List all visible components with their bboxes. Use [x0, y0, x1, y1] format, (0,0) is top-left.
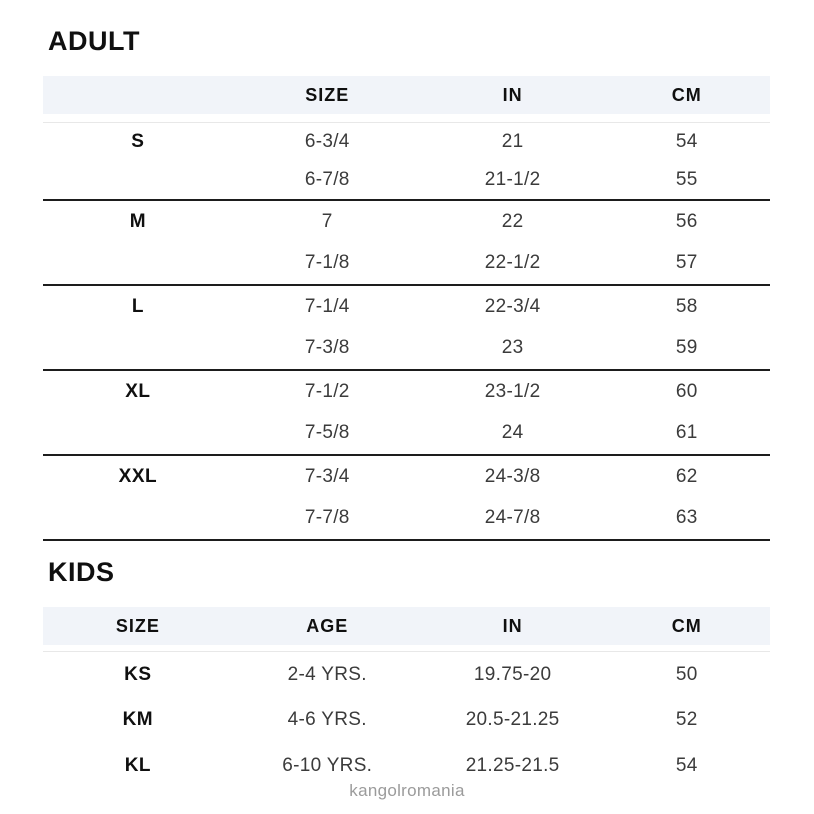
age-cell: 6-10 YRS. [282, 754, 373, 776]
inches-cell: 20.5-21.25 [465, 709, 560, 731]
header-gap [43, 114, 770, 122]
inches-cell: 22 [501, 210, 524, 232]
hat-size-cell: 7 [321, 210, 333, 232]
watermark-text: kangolromania [349, 781, 465, 800]
table-row [43, 456, 770, 498]
kids-header-size: SIZE [115, 615, 160, 636]
cm-cell: 56 [675, 210, 698, 232]
kids-size-letter: KM [122, 709, 154, 731]
inches-cell: 21.25-21.5 [465, 754, 560, 776]
age-cell: 2-4 YRS. [287, 663, 367, 685]
adult-size-group-s [43, 123, 770, 201]
hat-size-cell: 7-1/4 [304, 295, 350, 317]
size-letter: L [131, 295, 144, 317]
inches-cell: 24-3/8 [484, 465, 541, 487]
kids-section-title: KIDS [48, 557, 115, 587]
kids-size-letter: KS [124, 663, 152, 685]
age-cell: 4-6 YRS. [287, 709, 367, 731]
hat-size-cell: 7-5/8 [304, 422, 350, 444]
inches-cell: 23 [501, 337, 524, 359]
inches-cell: 23-1/2 [484, 380, 541, 402]
kids-size-table [43, 607, 770, 789]
table-row [43, 243, 770, 285]
adult-size-group-xl [43, 371, 770, 456]
inches-cell: 22-3/4 [484, 295, 541, 317]
adult-size-group-m [43, 201, 770, 286]
cm-cell: 57 [675, 252, 698, 274]
cm-cell: 54 [675, 131, 698, 152]
kids-header-age: AGE [306, 615, 349, 636]
table-row [43, 201, 770, 243]
table-row [43, 286, 770, 328]
adult-size-group-l [43, 286, 770, 371]
cm-cell: 52 [675, 709, 698, 731]
inches-cell: 22-1/2 [484, 252, 541, 274]
hat-size-cell: 7-3/8 [304, 337, 350, 359]
size-letter: XXL [118, 465, 158, 487]
size-letter: M [129, 210, 147, 232]
kids-table-header-row [43, 607, 770, 645]
hat-size-cell: 7-3/4 [304, 465, 350, 487]
inches-cell: 19.75-20 [473, 663, 552, 685]
adult-table-header-row [43, 76, 770, 114]
inches-cell: 21-1/2 [484, 169, 541, 190]
cm-cell: 60 [675, 380, 698, 402]
adult-header-cm: CM [671, 84, 702, 105]
table-row [43, 371, 770, 413]
table-row [43, 328, 770, 370]
table-row [43, 652, 770, 698]
hat-size-cell: 6-3/4 [304, 131, 350, 152]
table-row [43, 498, 770, 540]
hat-size-cell: 7-7/8 [304, 507, 350, 529]
inches-cell: 21 [501, 131, 524, 152]
table-row [43, 123, 770, 161]
cm-cell: 55 [675, 169, 698, 190]
adult-header-in: IN [502, 84, 523, 105]
cm-cell: 61 [675, 422, 698, 444]
cm-cell: 58 [675, 295, 698, 317]
kids-size-letter: KL [124, 754, 152, 776]
inches-cell: 24 [501, 422, 524, 444]
table-row [43, 413, 770, 455]
adult-size-table [43, 76, 770, 541]
hat-size-cell: 7-1/2 [304, 380, 350, 402]
hat-size-cell: 7-1/8 [304, 252, 350, 274]
kids-header-in: IN [502, 615, 523, 636]
table-row [43, 698, 770, 744]
adult-header-size: SIZE [305, 84, 350, 105]
cm-cell: 50 [675, 663, 698, 685]
size-letter: S [131, 131, 145, 152]
adult-section-title: ADULT [48, 26, 140, 56]
inches-cell: 24-7/8 [484, 507, 541, 529]
cm-cell: 59 [675, 337, 698, 359]
hat-size-cell: 6-7/8 [304, 169, 350, 190]
cm-cell: 54 [675, 754, 698, 776]
cm-cell: 63 [675, 507, 698, 529]
kids-header-cm: CM [671, 615, 702, 636]
adult-size-group-xxl [43, 456, 770, 541]
cm-cell: 62 [675, 465, 698, 487]
size-letter: XL [125, 380, 151, 402]
table-row [43, 161, 770, 199]
